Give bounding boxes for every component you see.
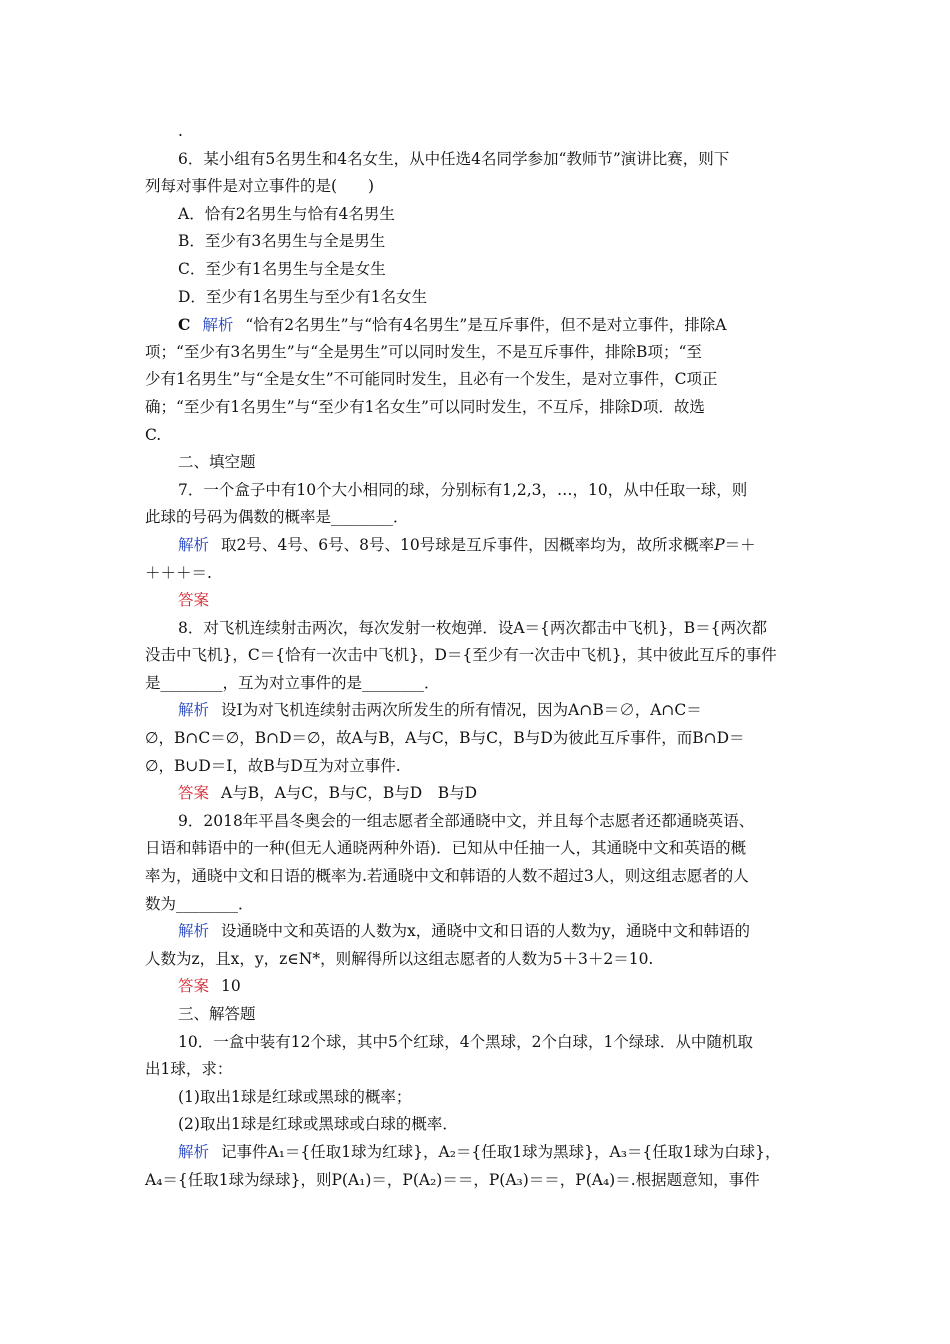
- q8-answer-line: [145, 780, 805, 808]
- q10-part-2: (2)取出1球是红球或黑球或白球的概率．: [178, 1115, 458, 1134]
- q6-option-a: A．恰有2名男生与恰有4名男生: [178, 204, 395, 223]
- q8-stem-line-2: 没击中飞机}，C＝{恰有一次击中飞机}，D＝{至少有一次击中飞机}，其中彼此互斥的事件: [145, 646, 777, 665]
- q7-stem-line-2: 此球的号码为偶数的概率是________．: [145, 508, 409, 527]
- q7-answer-label: 答案: [178, 591, 210, 610]
- q7-jiexi-label: 解析: [178, 535, 210, 554]
- q10-explanation-line-1: [145, 1139, 805, 1167]
- q6-answer-letter: C: [178, 315, 191, 335]
- section-heading-solve: 三、解答题: [178, 1005, 256, 1023]
- q7-explanation-line-1: [145, 532, 805, 560]
- document-page: [145, 118, 805, 1194]
- q10-explanation-text-1: 记事件A₁＝{任取1球为红球}，A₂＝{任取1球为黑球}，A₃＝{任取1球为白球}，: [221, 1142, 781, 1161]
- q8-explanation-line-3: ∅，B∪D＝I，故B与D互为对立事件.: [145, 756, 401, 775]
- q8-stem-line-1: 8．对飞机连续射击两次，每次发射一枚炮弹．设A＝{两次都击中飞机}，B＝{两次都: [178, 618, 768, 637]
- q10-part-1: (1)取出1球是红球或黑球的概率；: [178, 1087, 412, 1106]
- q6-option-b: B．至少有3名男生与全是男生: [178, 232, 386, 251]
- q8-explanation-text-1: 设I为对飞机连续射击两次所发生的所有情况，因为A∩B＝∅，A∩C＝: [221, 701, 702, 720]
- q6-explanation-line-4: 确；“至少有1名男生”与“至少有1名女生”可以同时发生，不互斥，排除D项．故选: [145, 397, 705, 416]
- q6-explanation-line-3: 少有1名男生”与“全是女生”不可能同时发生，且必有一个发生，是对立事件，C项正: [145, 370, 718, 389]
- q6-stem-line-2: 列每对事件是对立事件的是( ): [145, 177, 375, 196]
- q9-explanation-line-1: [145, 918, 805, 946]
- q8-answer-label: 答案: [178, 784, 210, 803]
- q7-explanation-line-2: ＋＋＋＝.: [145, 563, 212, 582]
- q6-explanation-line-2: 项；“至少有3名男生”与“全是男生”可以同时发生，不是互斥事件，排除B项；“至: [145, 342, 702, 361]
- q6-explanation-line-5: C.: [145, 425, 162, 444]
- q9-explanation-line-2: 人数为z，且x，y，z∈N*，则解得所以这组志愿者的人数为5＋3＋2＝10.: [145, 949, 654, 968]
- q10-jiexi-label: 解析: [178, 1142, 210, 1161]
- q8-jiexi-label: 解析: [178, 701, 210, 720]
- q9-answer-text: 10: [221, 977, 241, 996]
- q6-option-c: C．至少有1名男生与全是女生: [178, 259, 386, 278]
- q7-explanation-text-1a: 取2号、4号、6号、8号、10号球是互斥事件，因概率均为，故所求概率: [221, 535, 715, 554]
- q6-explanation-line-1: [145, 311, 805, 339]
- q10-stem-line-1: 10．一盒中装有12个球，其中5个红球，4个黑球，2个白球，1个绿球．从中随机取: [178, 1032, 753, 1051]
- q6-option-d: D．至少有1名男生与至少有1名女生: [178, 287, 428, 306]
- stray-dot: .: [178, 122, 183, 140]
- q9-answer-line: [145, 973, 805, 1001]
- q10-explanation-line-2: A₄＝{任取1球为绿球}，则P(A₁)＝，P(A₂)＝＝，P(A₃)＝＝，P(A₄)＝.根据题意知，事件: [145, 1170, 760, 1189]
- q6-explanation-text-1: “恰有2名男生”与“恰有4名男生”是互斥事件，但不是对立事件，排除A: [245, 316, 727, 335]
- q8-explanation-line-1: [145, 697, 805, 725]
- q8-answer-text: A与B，A与C，B与C，B与D B与D: [221, 784, 478, 803]
- section-heading-fill-in: 二、填空题: [178, 453, 256, 472]
- q9-stem-line-1: 9．2018年平昌冬奥会的一组志愿者全部通晓中文，并且每个志愿者还都通晓英语、: [178, 811, 755, 830]
- q9-jiexi-label: 解析: [178, 922, 210, 941]
- q9-explanation-text-1: 设通晓中文和英语的人数为x，通晓中文和日语的人数为y，通晓中文和韩语的: [221, 922, 751, 941]
- q7-explanation-text-1c: ＝＋: [724, 535, 756, 554]
- q7-explanation-var-p: P: [714, 535, 725, 554]
- q6-stem-line-1: 6．某小组有5名男生和4名女生，从中任选4名同学参加“教师节”演讲比赛，则下: [178, 149, 730, 168]
- q7-stem-line-1: 7．一个盒子中有10个大小相同的球，分别标有1,2,3，…，10，从中任取一球，则: [178, 480, 748, 499]
- q8-explanation-line-2: ∅，B∩C＝∅，B∩D＝∅，故A与B，A与C，B与C，B与D为彼此互斥事件，而B∩D＝: [145, 729, 745, 748]
- q8-stem-line-3: 是________，互为对立事件的是________．: [145, 673, 440, 692]
- q9-stem-line-2: 日语和韩语中的一种(但无人通晓两种外语)．已知从中任抽一人，其通晓中文和英语的概: [145, 839, 747, 858]
- q9-stem-line-3: 率为，通晓中文和日语的概率为.若通晓中文和韩语的人数不超过3人，则这组志愿者的人: [145, 867, 749, 886]
- q9-stem-line-4: 数为________．: [145, 894, 254, 913]
- q10-stem-line-2: 出1球，求：: [145, 1060, 233, 1079]
- q6-jiexi-label: 解析: [202, 316, 234, 335]
- q9-answer-label: 答案: [178, 977, 210, 996]
